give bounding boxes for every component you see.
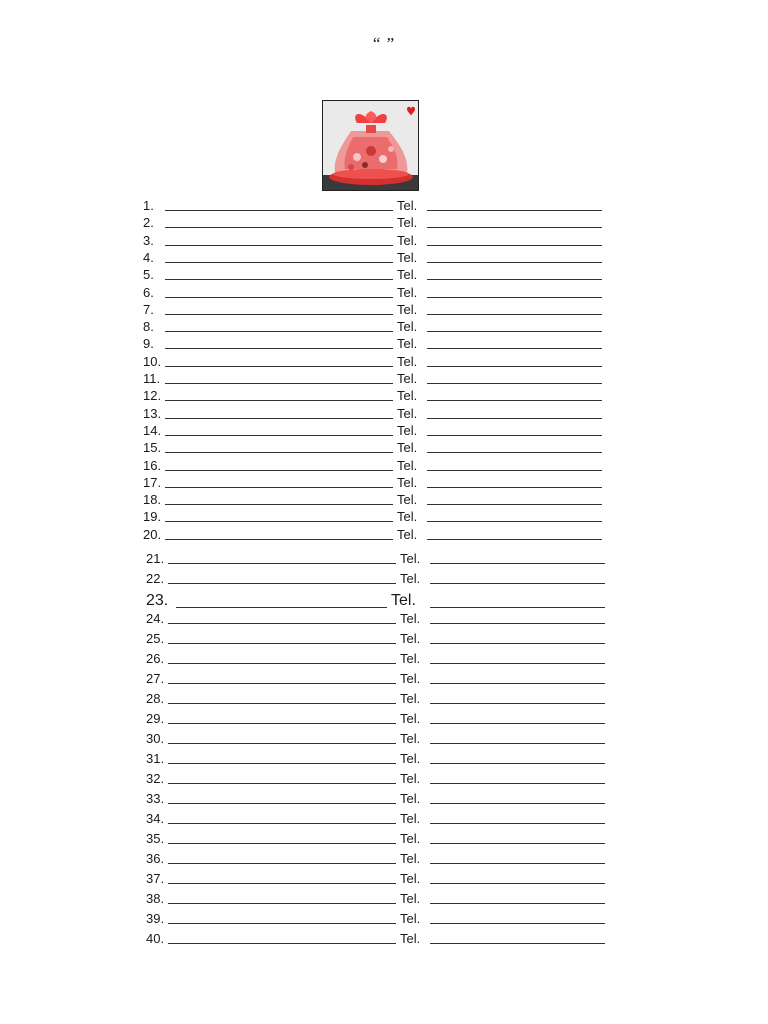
phone-blank-line[interactable] xyxy=(427,504,602,505)
list-item xyxy=(143,370,604,388)
name-blank-line[interactable] xyxy=(165,400,393,401)
phone-blank-line[interactable] xyxy=(427,487,602,488)
name-blank-line[interactable] xyxy=(168,683,396,684)
entry-number: 23. xyxy=(146,592,169,609)
name-blank-line[interactable] xyxy=(168,943,396,944)
entry-number: 37. xyxy=(146,871,165,886)
tel-label: Tel. xyxy=(397,232,418,248)
entry-number: 11. xyxy=(143,371,161,386)
entry-number: 15. xyxy=(143,440,162,456)
entry-number: 26. xyxy=(146,651,165,666)
entry-number: 4. xyxy=(143,249,154,265)
name-blank-line[interactable] xyxy=(168,703,396,704)
name-blank-line[interactable] xyxy=(168,803,396,804)
entry-number: 30. xyxy=(146,731,165,746)
phone-blank-line[interactable] xyxy=(430,883,605,884)
tel-label: Tel. xyxy=(397,405,418,421)
name-blank-line[interactable] xyxy=(168,903,396,904)
phone-blank-line[interactable] xyxy=(430,583,605,584)
entry-number: 28. xyxy=(146,691,165,706)
list-item xyxy=(146,730,607,748)
list-item xyxy=(146,610,607,628)
list-item xyxy=(143,249,604,267)
phone-blank-line[interactable] xyxy=(427,383,602,384)
tel-label: Tel. xyxy=(397,198,418,213)
phone-blank-line[interactable] xyxy=(427,314,602,315)
tel-label: Tel. xyxy=(400,931,421,946)
phone-blank-line[interactable] xyxy=(427,210,602,211)
entry-number: 32. xyxy=(146,771,165,786)
tel-label: Tel. xyxy=(400,871,421,886)
entry-number: 34. xyxy=(146,811,165,826)
entry-number: 27. xyxy=(146,671,165,686)
tel-label: Tel. xyxy=(400,911,421,926)
name-blank-line[interactable] xyxy=(165,418,393,419)
name-blank-line[interactable] xyxy=(168,623,396,624)
phone-blank-line[interactable] xyxy=(430,723,605,724)
list-item xyxy=(143,197,604,215)
entry-number: 38. xyxy=(146,891,165,906)
name-blank-line[interactable] xyxy=(176,607,387,608)
phone-blank-line[interactable] xyxy=(430,703,605,704)
entry-number: 3. xyxy=(143,232,154,248)
entry-number: 13. xyxy=(143,405,162,421)
name-blank-line[interactable] xyxy=(168,723,396,724)
phone-blank-line[interactable] xyxy=(430,743,605,744)
tel-label: Tel. xyxy=(397,440,418,456)
list-item xyxy=(143,214,604,232)
tel-label: Tel. xyxy=(397,215,418,231)
tel-label: Tel. xyxy=(397,371,418,386)
name-blank-line[interactable] xyxy=(165,435,393,436)
entry-number: 40. xyxy=(146,931,165,946)
tel-label: Tel. xyxy=(400,891,421,906)
tel-label: Tel. xyxy=(391,592,416,609)
phone-blank-line[interactable] xyxy=(430,823,605,824)
name-blank-line[interactable] xyxy=(165,210,393,211)
list-item xyxy=(143,353,604,371)
name-blank-line[interactable] xyxy=(168,643,396,644)
name-blank-line[interactable] xyxy=(165,452,393,453)
list-item xyxy=(143,387,604,405)
phone-blank-line[interactable] xyxy=(427,331,602,332)
list-item xyxy=(143,232,604,250)
phone-blank-line[interactable] xyxy=(430,683,605,684)
tel-label: Tel. xyxy=(400,851,421,866)
tel-label: Tel. xyxy=(400,551,421,566)
name-blank-line[interactable] xyxy=(165,470,393,471)
tel-label: Tel. xyxy=(397,526,418,542)
entry-number: 1. xyxy=(143,198,154,213)
list-item xyxy=(143,335,604,353)
phone-blank-line[interactable] xyxy=(430,783,605,784)
tel-label: Tel. xyxy=(397,422,418,438)
entry-number: 7. xyxy=(143,301,154,317)
list-item xyxy=(143,318,604,336)
entry-number: 12. xyxy=(143,388,162,404)
list-item xyxy=(146,890,607,908)
entry-number: 10. xyxy=(143,353,162,369)
list-item xyxy=(146,650,607,668)
phone-blank-line[interactable] xyxy=(430,863,605,864)
phone-blank-line[interactable] xyxy=(430,563,605,564)
list-item xyxy=(143,301,604,319)
name-blank-line[interactable] xyxy=(168,863,396,864)
phone-blank-line[interactable] xyxy=(430,663,605,664)
entry-number: 31. xyxy=(146,751,165,766)
name-blank-line[interactable] xyxy=(165,504,393,505)
entry-number: 2. xyxy=(143,215,154,231)
entry-number: 29. xyxy=(146,711,165,726)
tel-label: Tel. xyxy=(400,711,421,726)
tel-label: Tel. xyxy=(397,319,418,335)
phone-blank-line[interactable] xyxy=(427,418,602,419)
entry-number: 21. xyxy=(146,551,165,566)
list-item xyxy=(143,457,604,475)
title-quote-marks: “ ” xyxy=(372,34,396,53)
name-blank-line[interactable] xyxy=(165,348,393,349)
name-blank-line[interactable] xyxy=(165,314,393,315)
entry-number: 39. xyxy=(146,911,165,926)
list-item xyxy=(146,830,607,848)
entry-number: 20. xyxy=(143,526,162,542)
list-item xyxy=(146,790,607,808)
tel-label: Tel. xyxy=(397,301,418,317)
phone-blank-line[interactable] xyxy=(427,521,602,522)
entry-number: 5. xyxy=(143,267,154,283)
name-blank-line[interactable] xyxy=(165,383,393,384)
tel-label: Tel. xyxy=(397,336,418,352)
tel-label: Tel. xyxy=(397,353,418,369)
list-item xyxy=(143,266,604,284)
phone-blank-line[interactable] xyxy=(430,843,605,844)
list-item xyxy=(146,850,607,868)
tel-label: Tel. xyxy=(400,731,421,746)
tel-label: Tel. xyxy=(400,831,421,846)
phone-blank-line[interactable] xyxy=(427,227,602,228)
tel-label: Tel. xyxy=(400,611,421,626)
name-blank-line[interactable] xyxy=(168,663,396,664)
phone-blank-line[interactable] xyxy=(427,452,602,453)
name-blank-line[interactable] xyxy=(168,743,396,744)
tel-label: Tel. xyxy=(400,811,421,826)
entry-number: 36. xyxy=(146,851,165,866)
list-item xyxy=(143,508,604,526)
entry-number: 14. xyxy=(143,422,162,438)
tel-label: Tel. xyxy=(400,571,421,586)
list-item xyxy=(143,526,604,544)
name-blank-line[interactable] xyxy=(168,883,396,884)
tel-label: Tel. xyxy=(397,284,418,300)
phone-blank-line[interactable] xyxy=(430,623,605,624)
name-blank-line[interactable] xyxy=(168,823,396,824)
name-blank-line[interactable] xyxy=(165,245,393,246)
name-blank-line[interactable] xyxy=(168,923,396,924)
list-item xyxy=(146,770,607,788)
list-item xyxy=(146,570,607,588)
tel-label: Tel. xyxy=(397,388,418,404)
list-item xyxy=(143,439,604,457)
list-item xyxy=(146,910,607,928)
entry-number: 22. xyxy=(146,571,165,586)
tel-label: Tel. xyxy=(400,671,421,686)
list-item xyxy=(143,491,604,509)
list-item xyxy=(146,710,607,728)
list-item xyxy=(146,590,607,612)
phone-blank-line[interactable] xyxy=(430,607,605,608)
entry-number: 35. xyxy=(146,831,165,846)
name-blank-line[interactable] xyxy=(165,279,393,280)
tel-label: Tel. xyxy=(400,651,421,666)
list-item xyxy=(146,670,607,688)
tel-label: Tel. xyxy=(400,771,421,786)
name-blank-line[interactable] xyxy=(165,331,393,332)
tel-label: Tel. xyxy=(397,267,418,283)
phone-blank-line[interactable] xyxy=(427,470,602,471)
phone-blank-line[interactable] xyxy=(427,245,602,246)
list-item xyxy=(146,870,607,888)
phone-blank-line[interactable] xyxy=(430,943,605,944)
entry-number: 33. xyxy=(146,791,165,806)
phone-blank-line[interactable] xyxy=(427,279,602,280)
tel-label: Tel. xyxy=(400,791,421,806)
entry-number: 24. xyxy=(146,611,165,626)
name-blank-line[interactable] xyxy=(168,583,396,584)
phone-blank-line[interactable] xyxy=(430,923,605,924)
list-item xyxy=(143,474,604,492)
phone-blank-line[interactable] xyxy=(430,903,605,904)
list-item xyxy=(143,422,604,440)
tel-label: Tel. xyxy=(397,474,418,490)
phone-blank-line[interactable] xyxy=(430,803,605,804)
tel-label: Tel. xyxy=(397,457,418,473)
name-blank-line[interactable] xyxy=(165,297,393,298)
phone-blank-line[interactable] xyxy=(430,763,605,764)
entry-number: 25. xyxy=(146,631,165,646)
tel-label: Tel. xyxy=(400,631,421,646)
tel-label: Tel. xyxy=(397,509,418,525)
entry-number: 6. xyxy=(143,284,154,300)
name-blank-line[interactable] xyxy=(165,539,393,540)
list-item xyxy=(146,630,607,648)
name-blank-line[interactable] xyxy=(168,783,396,784)
list-item xyxy=(146,550,607,568)
list-item xyxy=(143,284,604,302)
tel-label: Tel. xyxy=(397,249,418,265)
phone-blank-line[interactable] xyxy=(427,435,602,436)
entry-number: 9. xyxy=(143,336,154,352)
list-item xyxy=(146,750,607,768)
phone-blank-line[interactable] xyxy=(427,262,602,263)
name-blank-line[interactable] xyxy=(168,563,396,564)
list-item xyxy=(146,690,607,708)
phone-blank-line[interactable] xyxy=(427,400,602,401)
list-item xyxy=(146,930,607,948)
phone-blank-line[interactable] xyxy=(427,539,602,540)
list-item xyxy=(146,810,607,828)
name-blank-line[interactable] xyxy=(165,227,393,228)
list-item xyxy=(143,405,604,423)
tel-label: Tel. xyxy=(400,691,421,706)
name-blank-line[interactable] xyxy=(165,366,393,367)
tel-label: Tel. xyxy=(397,492,418,508)
entry-number: 16. xyxy=(143,457,162,473)
tel-label: Tel. xyxy=(400,751,421,766)
name-blank-line[interactable] xyxy=(168,843,396,844)
entry-number: 17. xyxy=(143,474,162,490)
phone-blank-line[interactable] xyxy=(427,366,602,367)
name-blank-line[interactable] xyxy=(168,763,396,764)
name-blank-line[interactable] xyxy=(165,262,393,263)
name-blank-line[interactable] xyxy=(165,487,393,488)
phone-blank-line[interactable] xyxy=(427,348,602,349)
phone-blank-line[interactable] xyxy=(427,297,602,298)
name-blank-line[interactable] xyxy=(165,521,393,522)
entry-number: 18. xyxy=(143,492,162,508)
entry-number: 8. xyxy=(143,319,154,335)
entry-number: 19. xyxy=(143,509,162,525)
phone-blank-line[interactable] xyxy=(430,643,605,644)
